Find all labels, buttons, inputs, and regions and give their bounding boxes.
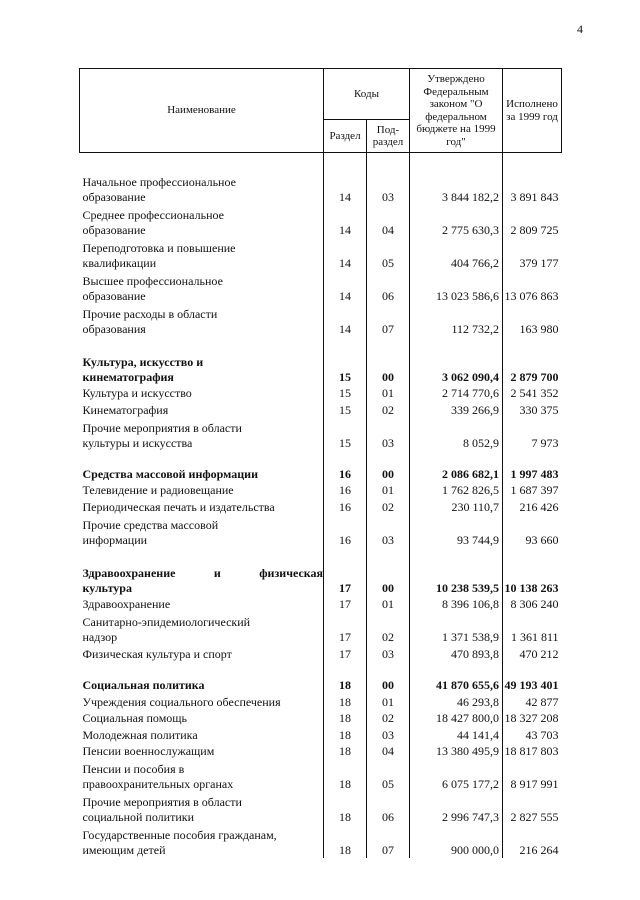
row-section	[324, 153, 367, 173]
row-name-line: Здравоохранение	[82, 597, 171, 612]
row-executed	[503, 662, 562, 677]
row-section: 18	[324, 792, 367, 825]
spacer-row	[80, 548, 562, 563]
row-name	[80, 482, 324, 498]
row-executed: 2 879 700	[510, 369, 559, 384]
row-subsection	[367, 337, 410, 352]
row-subsection: 00	[367, 466, 410, 482]
row-approved	[410, 548, 503, 563]
row-executed: 8 306 240	[510, 597, 559, 612]
row-section: 16	[324, 515, 367, 548]
row-approved: 112 732,2	[410, 304, 503, 337]
row-subsection: 01	[367, 482, 410, 498]
row-subsection: 03	[367, 418, 410, 451]
row-name-line: Переподготовка и повышение	[82, 240, 236, 255]
row-approved: 8 052,9	[410, 418, 503, 451]
row-section	[324, 337, 367, 352]
row-name	[80, 401, 324, 417]
row-approved: 6 075 177,2	[410, 759, 503, 792]
row-approved: 13 380 495,9	[410, 743, 503, 759]
table-row	[80, 759, 562, 792]
row-section: 18	[324, 743, 367, 759]
row-name	[80, 726, 324, 742]
row-section: 14	[324, 238, 367, 271]
row-section: 15	[324, 385, 367, 401]
row-subsection: 04	[367, 743, 410, 759]
row-name	[80, 498, 324, 514]
row-subsection: 02	[367, 498, 410, 514]
table-row	[80, 563, 562, 596]
table-row	[80, 304, 562, 337]
row-name-line: социальной политики	[82, 809, 194, 824]
row-executed	[503, 451, 562, 466]
row-name	[80, 662, 324, 677]
row-approved: 18 427 800,0	[410, 710, 503, 726]
table-header	[80, 69, 562, 153]
row-executed: 2 541 352	[510, 386, 559, 401]
row-name	[80, 759, 324, 792]
row-name-word: Здравоохранение	[82, 565, 176, 580]
row-name-word: и	[213, 565, 221, 580]
row-executed: 93 660	[525, 532, 559, 547]
row-name-line: Государственные пособия гражданам,	[82, 828, 277, 842]
row-section: 18	[324, 759, 367, 792]
table-row	[80, 352, 562, 385]
row-section: 15	[324, 418, 367, 451]
row-name-line: информации	[82, 532, 148, 547]
header-codes: Коды	[324, 69, 410, 120]
row-subsection	[367, 548, 410, 563]
row-subsection: 05	[367, 238, 410, 271]
row-section	[324, 451, 367, 466]
row-section: 18	[324, 693, 367, 709]
row-approved: 44 141,4	[410, 726, 503, 742]
row-section: 17	[324, 563, 367, 596]
row-subsection: 06	[367, 792, 410, 825]
row-executed: 1 997 483	[510, 466, 559, 481]
row-name-line: образование	[82, 288, 146, 303]
row-subsection	[367, 662, 410, 677]
row-subsection: 03	[367, 726, 410, 742]
table-row	[80, 792, 562, 825]
row-approved: 41 870 655,6	[410, 677, 503, 693]
row-subsection: 07	[367, 825, 410, 858]
header-name: Наименование	[80, 69, 324, 153]
table-row	[80, 710, 562, 726]
row-name	[80, 153, 324, 173]
table-row	[80, 238, 562, 271]
row-section	[324, 662, 367, 677]
row-executed: 43 703	[525, 727, 559, 742]
row-section: 14	[324, 304, 367, 337]
row-name-line: культуры и искусства	[82, 435, 193, 450]
row-name	[80, 515, 324, 548]
row-executed	[503, 337, 562, 352]
header-section: Раздел	[324, 120, 367, 153]
row-name-line: Периодическая печать и издательства	[82, 499, 275, 514]
row-subsection: 02	[367, 612, 410, 645]
row-name	[80, 548, 324, 563]
row-name-line: культура	[82, 580, 132, 595]
table-row	[80, 401, 562, 417]
table-row	[80, 418, 562, 451]
row-name-line: Средства массовой информации	[82, 466, 258, 481]
row-name-line: Прочие средства массовой	[82, 517, 219, 532]
row-name	[80, 645, 324, 661]
table-row	[80, 825, 562, 858]
row-executed: 13 076 863	[504, 288, 559, 303]
row-executed: 2 827 555	[510, 809, 559, 824]
row-name	[80, 825, 324, 858]
row-executed: 18 817 803	[504, 744, 559, 758]
row-subsection: 02	[367, 710, 410, 726]
row-approved: 470 893,8	[410, 645, 503, 661]
row-name	[80, 172, 324, 205]
row-executed: 7 973	[531, 435, 559, 450]
row-executed: 216 264	[519, 843, 559, 857]
row-approved: 2 086 682,1	[410, 466, 503, 482]
row-executed: 163 980	[519, 321, 559, 336]
row-name-line: квалификации	[82, 255, 157, 270]
row-name	[80, 337, 324, 352]
row-name	[80, 792, 324, 825]
row-name-line: имеющим детей	[82, 843, 166, 857]
row-executed: 330 375	[519, 402, 559, 417]
table-row	[80, 693, 562, 709]
row-subsection: 01	[367, 596, 410, 612]
row-name-line: образование	[82, 222, 146, 237]
row-executed: 3 891 843	[510, 189, 559, 204]
row-name-line: Социальная помощь	[82, 711, 188, 726]
row-name-line: Пенсии военнослужащим	[82, 744, 215, 758]
row-name	[80, 205, 324, 238]
header-subsection	[367, 120, 410, 153]
table-row	[80, 726, 562, 742]
row-executed: 8 917 991	[510, 776, 559, 791]
row-subsection: 03	[367, 645, 410, 661]
spacer-row	[80, 662, 562, 677]
header-subsection-line2: раздел	[372, 136, 404, 148]
row-approved	[410, 451, 503, 466]
spacer-row	[80, 337, 562, 352]
spacer-row	[80, 153, 562, 173]
row-executed: 216 426	[519, 499, 559, 514]
row-section: 18	[324, 726, 367, 742]
row-approved: 3 844 182,2	[410, 172, 503, 205]
row-approved: 13 023 586,6	[410, 271, 503, 304]
row-name	[80, 596, 324, 612]
row-subsection	[367, 451, 410, 466]
row-name	[80, 238, 324, 271]
row-name-line: надзор	[82, 630, 118, 645]
spacer-row	[80, 451, 562, 466]
row-name	[80, 271, 324, 304]
row-name-line: Культура, искусство и	[82, 354, 204, 369]
row-executed: 42 877	[525, 694, 559, 709]
row-subsection: 06	[367, 271, 410, 304]
row-name	[80, 693, 324, 709]
row-subsection: 00	[367, 677, 410, 693]
table-row	[80, 482, 562, 498]
row-approved: 230 110,7	[410, 498, 503, 514]
table-row	[80, 612, 562, 645]
table-row	[80, 743, 562, 759]
row-name	[80, 385, 324, 401]
row-section: 17	[324, 645, 367, 661]
row-section: 15	[324, 352, 367, 385]
table-row	[80, 271, 562, 304]
row-section: 14	[324, 205, 367, 238]
row-name	[80, 710, 324, 726]
row-name-line: Телевидение и радиовещание	[82, 483, 234, 498]
row-name-line: Кинематография	[82, 402, 169, 417]
row-executed: 10 138 263	[504, 580, 559, 595]
row-name-line: Начальное профессиональное	[82, 174, 236, 189]
row-name	[80, 466, 324, 482]
row-section: 18	[324, 825, 367, 858]
row-name-line: Прочие мероприятия в области	[82, 420, 242, 435]
row-name-line: Физическая культура и спорт	[82, 646, 232, 661]
row-section: 18	[324, 710, 367, 726]
row-name	[80, 677, 324, 693]
row-name-line: Учреждения социального обеспечения	[82, 694, 281, 709]
row-approved	[410, 662, 503, 677]
row-name	[80, 612, 324, 645]
row-name-line: кинематография	[82, 369, 174, 384]
row-name-word: физическая	[259, 565, 323, 580]
row-approved: 93 744,9	[410, 515, 503, 548]
row-section: 16	[324, 482, 367, 498]
row-section: 15	[324, 401, 367, 417]
row-section: 18	[324, 677, 367, 693]
row-name	[80, 418, 324, 451]
row-name-line: Высшее профессиональное	[82, 273, 223, 288]
row-section: 16	[324, 466, 367, 482]
table-row	[80, 172, 562, 205]
row-executed: 18 327 208	[504, 711, 559, 726]
row-name-line: Социальная политика	[82, 678, 205, 693]
row-approved: 1 371 538,9	[410, 612, 503, 645]
row-approved: 2 996 747,3	[410, 792, 503, 825]
row-name	[80, 563, 324, 596]
row-approved: 8 396 106,8	[410, 596, 503, 612]
row-subsection: 00	[367, 563, 410, 596]
row-subsection: 00	[367, 352, 410, 385]
row-subsection	[367, 153, 410, 173]
row-approved: 2 775 630,3	[410, 205, 503, 238]
row-name-line: Культура и искусство	[82, 386, 192, 401]
page-number: 4	[577, 22, 583, 36]
row-name-line: Санитарно-эпидемиологический	[82, 615, 251, 630]
table-row	[80, 205, 562, 238]
budget-table	[79, 68, 562, 858]
table-row	[80, 385, 562, 401]
row-subsection: 03	[367, 172, 410, 205]
row-approved: 900 000,0	[410, 825, 503, 858]
table-row	[80, 645, 562, 661]
table-row	[80, 466, 562, 482]
row-approved	[410, 153, 503, 173]
table-row	[80, 515, 562, 548]
row-name-line: Среднее профессиональное	[82, 207, 224, 222]
row-approved: 10 238 539,5	[410, 563, 503, 596]
table-body	[80, 153, 562, 859]
row-executed: 2 809 725	[510, 222, 559, 237]
row-section: 17	[324, 596, 367, 612]
row-section: 14	[324, 271, 367, 304]
row-section: 17	[324, 612, 367, 645]
header-subsection-line1: Под-	[376, 123, 400, 136]
row-name-line: Молодежная политика	[82, 727, 198, 742]
row-approved: 3 062 090,4	[410, 352, 503, 385]
row-section	[324, 548, 367, 563]
row-subsection: 05	[367, 759, 410, 792]
row-name	[80, 352, 324, 385]
row-name-line: образования	[82, 321, 146, 336]
table-row	[80, 677, 562, 693]
row-approved: 339 266,9	[410, 401, 503, 417]
row-name	[80, 304, 324, 337]
row-approved: 46 293,8	[410, 693, 503, 709]
row-subsection: 02	[367, 401, 410, 417]
row-subsection: 07	[367, 304, 410, 337]
row-subsection: 04	[367, 205, 410, 238]
row-name-line: правоохранительных органах	[82, 776, 234, 791]
table-row	[80, 596, 562, 612]
table-row	[80, 498, 562, 514]
row-executed	[503, 153, 562, 173]
row-section: 14	[324, 172, 367, 205]
row-approved: 404 766,2	[410, 238, 503, 271]
row-subsection: 03	[367, 515, 410, 548]
row-name-justified-line	[83, 566, 324, 581]
row-name-line: Прочие расходы в области	[82, 306, 218, 321]
row-executed: 1 361 811	[510, 630, 559, 645]
row-name-line: Прочие мероприятия в области	[82, 794, 242, 809]
header-approved: Утверждено Федеральным законом "О федеральном бюджете на 1999 год"	[410, 69, 503, 153]
row-name	[80, 451, 324, 466]
row-approved: 2 714 770,6	[410, 385, 503, 401]
header-executed: Исполнено за 1999 год	[503, 69, 562, 153]
row-section: 16	[324, 498, 367, 514]
row-name	[80, 743, 324, 759]
row-executed	[503, 548, 562, 563]
row-subsection: 01	[367, 693, 410, 709]
row-name-line: Пенсии и пособия в	[82, 761, 185, 776]
row-name-line: образование	[82, 189, 146, 204]
row-approved	[410, 337, 503, 352]
row-executed: 470 212	[519, 646, 559, 661]
row-executed: 379 177	[519, 255, 559, 270]
row-subsection: 01	[367, 385, 410, 401]
row-executed: 1 687 397	[510, 483, 559, 498]
row-approved: 1 762 826,5	[410, 482, 503, 498]
row-executed: 49 193 401	[504, 678, 559, 693]
